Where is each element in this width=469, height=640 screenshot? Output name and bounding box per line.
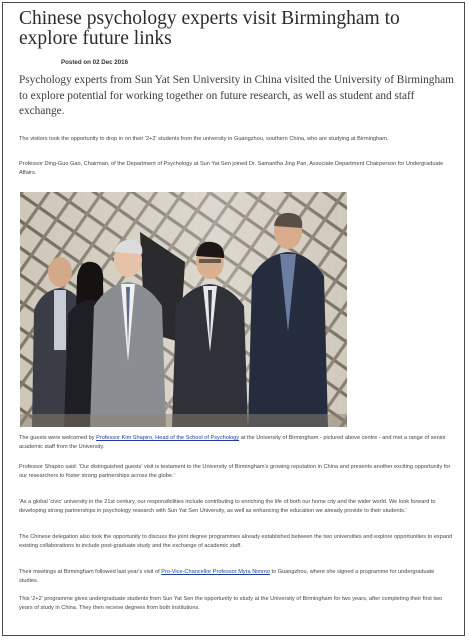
paragraph-welcome bbox=[19, 434, 453, 451]
article-standfirst: Psychology experts from Sun Yat Sen University in China visited the University of Birmingham to explore potential for working together on future research, as well as student and staff exchange. bbox=[19, 74, 454, 117]
link-pro-vice-chancellor[interactable]: Pro-Vice-Chancellor Professor Myra Nimmo bbox=[161, 569, 270, 575]
paragraph-shapiro-quote: Professor Shapiro said: 'Our distinguished guests' visit is testament to the University of Birmingham's growing reputation in China and presents another exciting opportunity for our researchers to foster strong partnerships across the globe.' bbox=[19, 464, 451, 479]
paragraph-meetings-before: Their meetings at Birmingham followed last year's visit of bbox=[19, 569, 162, 575]
posted-date: Posted on 02 Dec 2016 bbox=[61, 59, 129, 66]
article-page bbox=[2, 2, 465, 636]
paragraph-meetings-after: to Guangzhou, where she signed a programme for undergraduate studies. bbox=[19, 569, 435, 584]
paragraph-delegation: The Chinese delegation also took the opportunity to discuss the joint degree programmes already established between the two universities and explore opportunities to expand existing collaborations to include post-graduate study and the exchange of academic staff. bbox=[19, 534, 453, 549]
group-photo bbox=[20, 192, 347, 427]
paragraph-visitors: The visitors took the opportunity to drop in on their '2+2' students from the university in Guangzhou, southern China, who are studying at Birmingham. bbox=[19, 136, 389, 142]
paragraph-welcome-after: at the University of Birmingham - pictured above centre - and met a range of senior academic staff from the University. bbox=[19, 435, 446, 450]
link-professor-kim-shapiro[interactable]: Professor Kim Shapiro, Head of the School of Psychology bbox=[96, 435, 240, 441]
paragraph-welcome-before: The guests were welcomed by bbox=[19, 435, 97, 441]
paragraph-programme: This '2+2' programme gives undergraduate students from Sun Yat Sen the opportunity to study at the University of Birmingham for two years, after completing their first two years of study in China. They then receive degrees from both institutions. bbox=[19, 596, 443, 611]
paragraph-professor-gao: Professor Ding-Guo Gao, Chairman, of the Department of Psychology at Sun Yat Sen joined Dr. Samantha Jing Pan, Associate Department Chairperson for Undergraduate Affairs. bbox=[19, 161, 444, 176]
article-title: Chinese psychology experts visit Birmingham to explore future links bbox=[19, 8, 400, 49]
paragraph-global-civic: 'As a global 'civic' university in the 21st century, our responsibilities include contributing to enriching the life of both our home city and the wider world. We look forward to developing strong partnerships in psychology research with Sun Yat Sen University, as well as enhancing the education we already provide to their students.' bbox=[19, 499, 436, 514]
paragraph-meetings bbox=[19, 568, 453, 585]
